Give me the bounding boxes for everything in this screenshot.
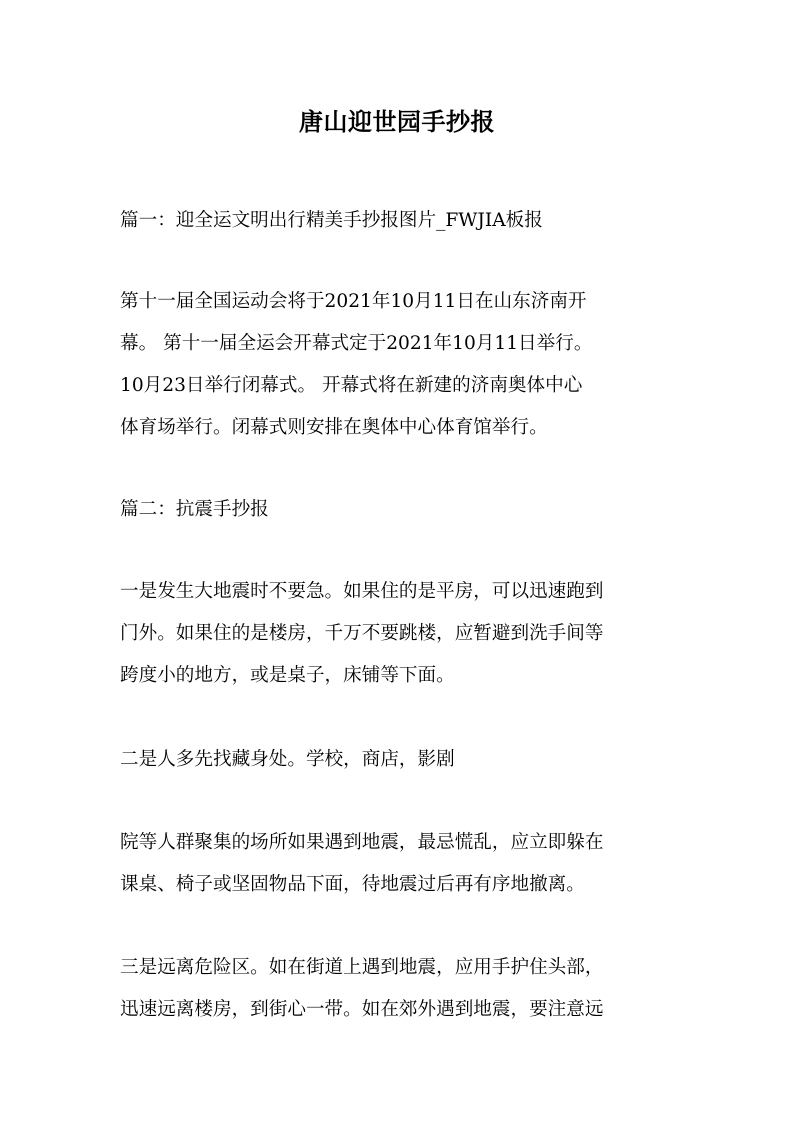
paragraph-line: 第十一届全国运动会将于2021年10月11日在山东济南开 [120, 291, 587, 312]
paragraph-line: 三是远离危险区。如在街道上遇到地震，应用手护住头部， [120, 957, 604, 978]
paragraph-line: 跨度小的地方，或是桌子，床铺等下面。 [120, 665, 455, 686]
paragraph-line: 一是发生大地震时不要急。如果住的是平房，可以迅速跑到 [120, 581, 604, 602]
paragraph-line: 迅速远离楼房，到街心一带。如在郊外遇到地震，要注意远 [120, 999, 604, 1020]
paragraph-line: 课桌、椅子或坚固物品下面，待地震过后再有序地撤离。 [120, 874, 585, 895]
paragraph-line: 幕。 第十一届全运会开幕式定于2021年10月11日举行。 [120, 333, 593, 354]
section-heading-2: 篇二：抗震手抄报 [120, 499, 269, 520]
paragraph-line: 10月23日举行闭幕式。 开幕式将在新建的济南奥体中心 [120, 375, 583, 396]
paragraph-line: 门外。如果住的是楼房，千万不要跳楼，应暂避到洗手间等 [120, 623, 604, 644]
paragraph-line: 院等人群聚集的场所如果遇到地震，最忌慌乱，应立即躲在 [120, 832, 604, 853]
paragraph-line: 二是人多先找藏身处。学校，商店，影剧 [120, 749, 455, 770]
section-heading-1: 篇一：迎全运文明出行精美手抄报图片_FWJIA板报 [120, 210, 543, 231]
paragraph-line: 体育场举行。闭幕式则安排在奥体中心体育馆举行。 [120, 417, 548, 438]
document-title: 唐山迎世园手抄报 [299, 108, 495, 136]
